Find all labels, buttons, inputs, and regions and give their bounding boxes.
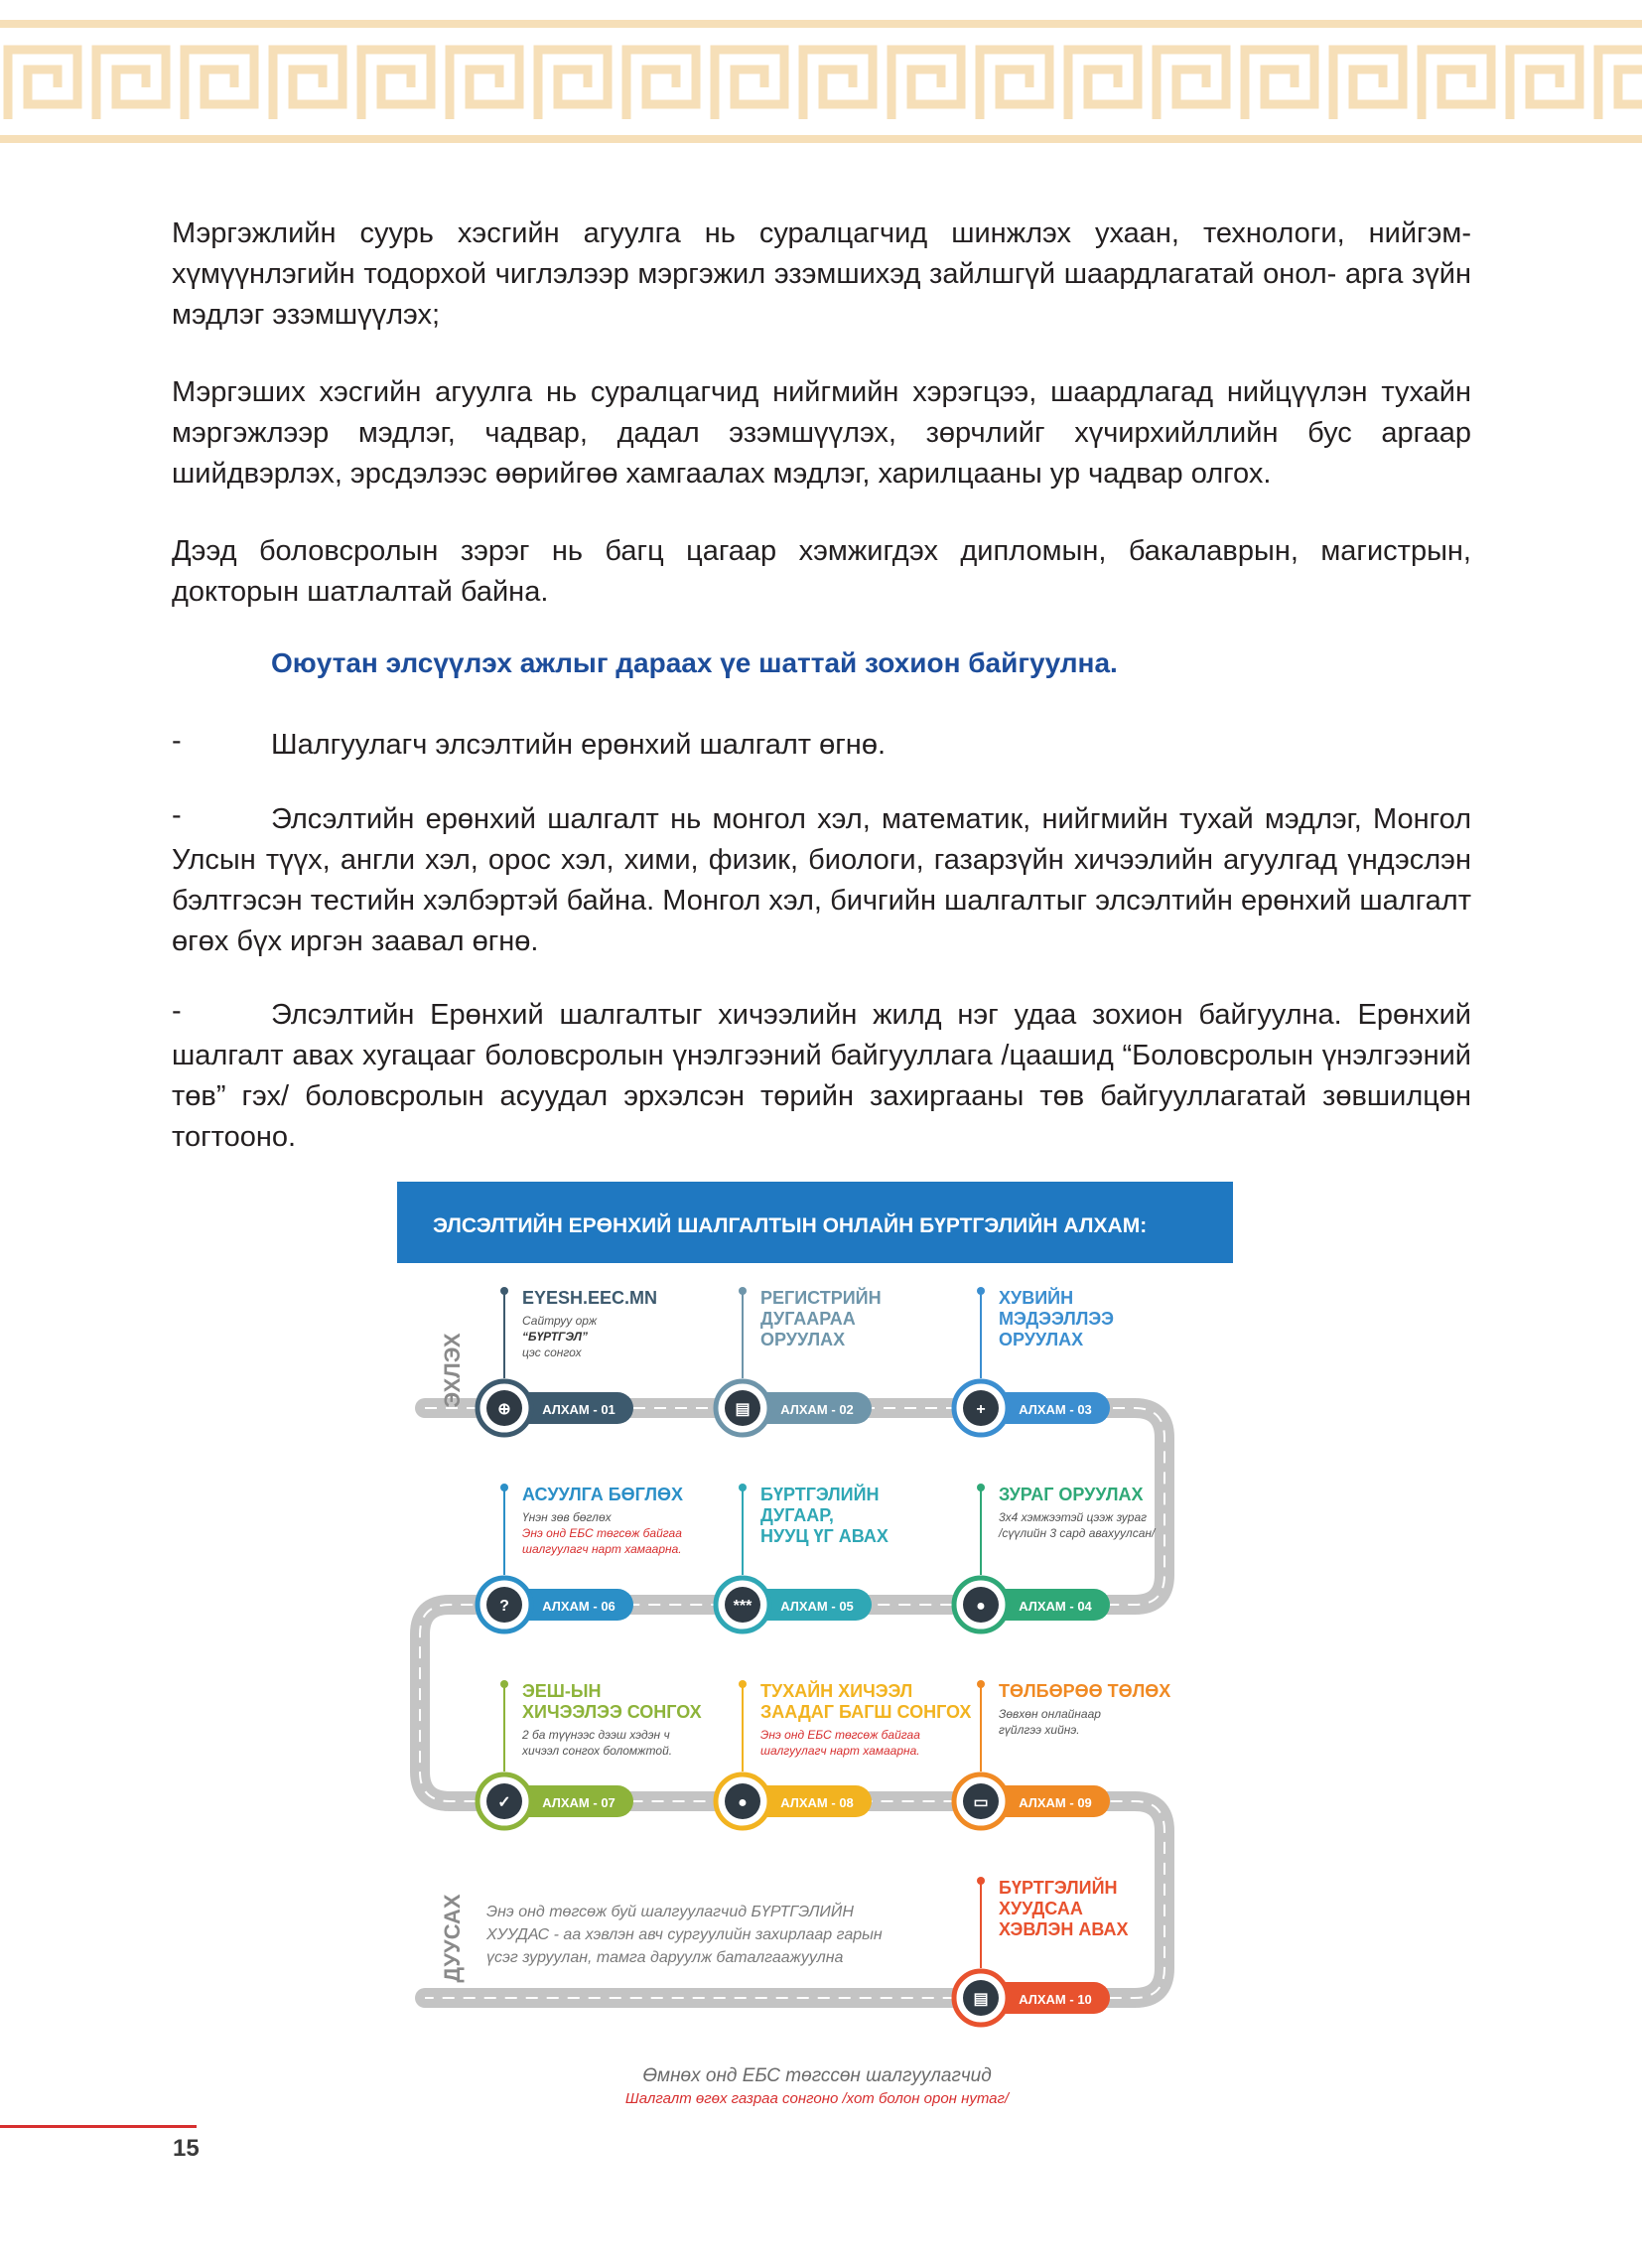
step-heading-line: ОРУУЛАХ — [999, 1330, 1084, 1349]
step-note-line: гүйлгээ хийнэ. — [999, 1723, 1080, 1737]
step-heading-line: НУУЦ ҮГ АВАХ — [760, 1526, 889, 1546]
step-heading-line: ХУУДСАА — [999, 1899, 1083, 1918]
key-pattern-motif — [626, 50, 696, 119]
step-heading-line: ЭЕШ-ЫН — [522, 1681, 602, 1701]
step-1 — [478, 1287, 657, 1435]
question-icon-glyph: ? — [499, 1598, 509, 1615]
teacher-icon-glyph: ● — [738, 1794, 748, 1811]
key-pattern-motif — [96, 50, 166, 119]
key-pattern-border — [0, 0, 1642, 159]
end-note-line: ХУУДАС - аа хэвлэн авч сургуулийн захирлаар гарын — [486, 1926, 883, 1943]
footer-line — [0, 2125, 197, 2128]
step-connector-dot — [500, 1287, 508, 1295]
footnote-red: Шалгалт өгөх газраа сонгоно /хот болон орон нутаг/ — [624, 2090, 1010, 2107]
step-note-line: хичээл сонгох боломжтой. — [522, 1744, 673, 1758]
key-pattern-motif — [1245, 50, 1314, 119]
step-note-line: /сүүлийн 3 сард авахуулсан/ — [999, 1526, 1156, 1540]
start-label: ЭХЛЭХ — [440, 1333, 465, 1408]
step-heading-line: РЕГИСТРИЙН — [760, 1288, 882, 1308]
key-pattern-motif — [1068, 50, 1138, 119]
step-pill-label: АЛХАМ - 08 — [780, 1795, 854, 1810]
key-pattern-motif — [538, 50, 608, 119]
key-pattern-motif — [715, 50, 784, 119]
key-pattern-motif — [803, 50, 873, 119]
step-heading-line: АСУУЛГА БӨГЛӨХ — [522, 1485, 684, 1504]
footnote: Өмнөх онд ЕБС төгссөн шалгуулагчид — [642, 2065, 992, 2086]
step-pill-label: АЛХАМ - 04 — [1019, 1599, 1092, 1614]
step-heading-line: БҮРТГЭЛИЙН — [760, 1485, 880, 1504]
step-pill-label: АЛХАМ - 01 — [542, 1402, 616, 1417]
step-connector-dot — [977, 1680, 985, 1688]
border-stripe — [0, 20, 1642, 28]
step-pill-label: АЛХАМ - 06 — [542, 1599, 616, 1614]
key-pattern-motif — [361, 50, 431, 119]
step-note-line: Зөвхөн онлайнаар — [999, 1707, 1101, 1721]
step-2 — [716, 1287, 882, 1435]
step-pill-label: АЛХАМ - 02 — [780, 1402, 854, 1417]
bullet-marker: - — [172, 725, 182, 757]
infographic-title: ЭЛСЭЛТИЙН ЕРӨНХИЙ ШАЛГАЛТЫН ОНЛАЙН БҮРТГЭЛИЙН АЛХАМ: — [433, 1214, 1148, 1237]
step-heading-line: ЗУРАГ ОРУУЛАХ — [999, 1485, 1144, 1504]
bullet-marker: - — [172, 799, 182, 831]
step-heading-line: ЗААДАГ БАГШ СОНГОХ — [760, 1702, 972, 1722]
document-icon-glyph: ▤ — [973, 1991, 989, 2008]
step-connector-dot — [500, 1484, 508, 1491]
key-pattern-motif — [980, 50, 1049, 119]
step-note-line: Сайтруу орж — [522, 1314, 598, 1328]
globe-icon-glyph: ⊕ — [497, 1401, 511, 1418]
registration-steps-infographic — [395, 1182, 1239, 2125]
end-note — [485, 1902, 883, 1966]
step-connector-dot — [977, 1484, 985, 1491]
key-pattern-motif — [1157, 50, 1226, 119]
key-pattern-motif — [891, 50, 961, 119]
step-note-line: “БҮРТГЭЛ” — [522, 1330, 588, 1344]
checklist-icon-glyph: ✓ — [497, 1794, 511, 1811]
password-icon-glyph: *** — [733, 1598, 753, 1615]
section-heading: Оюутан элсүүлэх ажлыг дараах үе шаттай зохион байгуулна. — [271, 647, 1118, 678]
step-connector-dot — [739, 1287, 747, 1295]
paragraph-2: Мэргэших хэсгийн агуулга нь суралцагчид нийгмийн хэрэгцээ, шаардлагад нийцүүлэн тухайн мэргэжлээр мэдлэг, чадвар, дадал эзэмшүүлэх, зөрчлийг хүчирхийллийн бус аргаар шийдвэрлэх, эрсдэлээс өөрийгөө хамгаалах мэдлэг, харилцааны ур чадвар олгох. — [172, 376, 1471, 490]
step-connector-dot — [500, 1680, 508, 1688]
step-heading-line: БҮРТГЭЛИЙН — [999, 1878, 1118, 1898]
step-connector-dot — [739, 1484, 747, 1491]
bullet-item-1: Шалгуулагч элсэлтийн ерөнхий шалгалт өгнө. — [271, 729, 887, 761]
key-pattern-motif — [450, 50, 519, 119]
step-connector-dot — [739, 1680, 747, 1688]
credit-card-icon-glyph: ▭ — [973, 1794, 989, 1811]
step-note-line: 3х4 хэмжээтэй цээж зураг — [999, 1510, 1148, 1524]
key-pattern-motif — [273, 50, 342, 119]
step-heading-line: ОРУУЛАХ — [760, 1330, 846, 1349]
border-stripe — [0, 135, 1642, 143]
step-note-line: цэс сонгох — [522, 1346, 582, 1359]
step-3 — [954, 1287, 1114, 1435]
step-heading-line: ХИЧЭЭЛЭЭ СОНГОХ — [522, 1702, 702, 1722]
key-pattern-motif — [185, 50, 254, 119]
step-heading-line: МЭДЭЭЛЛЭЭ — [999, 1309, 1114, 1329]
step-10 — [954, 1877, 1128, 2025]
paragraph-3: Дээд боловсролын зэрэг нь багц цагаар хэмжигдэх дипломын, бакалаврын, магистрын, докторын шатлалтай байна. — [172, 535, 1471, 608]
step-note-line: Үнэн зөв бөглөх — [522, 1510, 612, 1524]
key-pattern-motif — [1333, 50, 1403, 119]
step-pill-label: АЛХАМ - 05 — [780, 1599, 854, 1614]
step-heading-line: ДУГААРАА — [760, 1309, 856, 1329]
end-label: ДУУСАХ — [440, 1894, 465, 1983]
step-connector-dot — [977, 1287, 985, 1295]
step-connector-dot — [977, 1877, 985, 1885]
step-heading-line: ТУХАЙН ХИЧЭЭЛ — [760, 1681, 913, 1701]
step-pill-label: АЛХАМ - 07 — [542, 1795, 616, 1810]
bullet-item-2: Элсэлтийн ерөнхий шалгалт нь монгол хэл, математик, нийгмийн тухай мэдлэг, Монгол Улсын түүх, англи хэл, орос хэл, хими, физик, биологи, газарзүйн хичээлийн агуулгад үндэслэн бэлтгэсэн тестийн хэлбэртэй байна. Монгол хэл, бичгийн шалгалтыг элсэлтийн ерөнхий шалгалт өгөх бүх иргэн заавал өгнө. — [172, 803, 1471, 957]
step-heading-line: ХУВИЙН — [999, 1288, 1074, 1308]
key-pattern-motif — [8, 50, 77, 119]
step-heading-line: EYESH.EEC.MN — [522, 1288, 658, 1308]
bullet-marker: - — [172, 995, 182, 1027]
step-heading-line: ТӨЛБӨРӨӨ ТӨЛӨХ — [999, 1681, 1171, 1701]
step-5 — [716, 1484, 889, 1631]
step-pill-label: АЛХАМ - 10 — [1019, 1992, 1092, 2007]
step-note-line: шалгуулагч нарт хамаарна. — [522, 1542, 682, 1556]
step-heading-line: ХЭВЛЭН АВАХ — [999, 1919, 1129, 1939]
bullet-item-3: Элсэлтийн Ерөнхий шалгалтыг хичээлийн жилд нэг удаа зохион байгуулна. Ерөнхий шалгалт авах хугацааг боловсролын үнэлгээний байгууллага /цаашид “Боловсролын үнэлгээний төв” гэх/ боловсролын асуудал эрхэлсэн төрийн захиргааны төв байгууллагатай зөвшилцөн тогтооно. — [172, 999, 1471, 1153]
step-note-line: 2 ба түүнээс дээш хэдэн ч — [522, 1728, 670, 1742]
key-pattern-motif — [1510, 50, 1579, 119]
end-note-line: Энэ онд төгсөж буй шалгуулагчид БҮРТГЭЛИЙН — [486, 1904, 854, 1920]
key-pattern-motif — [1598, 50, 1642, 119]
add-user-icon-glyph: + — [976, 1401, 986, 1418]
step-pill-label: АЛХАМ - 03 — [1019, 1402, 1092, 1417]
step-note-line: шалгуулагч нарт хамаарна. — [760, 1744, 920, 1758]
step-note-line: Энэ онд ЕБС төгсөж байгаа — [522, 1526, 682, 1540]
step-heading-line: ДУГААР, — [760, 1505, 834, 1525]
step-note-line: Энэ онд ЕБС төгсөж байгаа — [760, 1728, 920, 1742]
end-note-line: үсэг зуруулан, тамга даруулж баталгаажуулна — [486, 1949, 844, 1966]
key-pattern-motif — [1422, 50, 1491, 119]
id-card-icon-glyph: ▤ — [735, 1401, 751, 1418]
paragraph-1: Мэргэжлийн суурь хэсгийн агуулга нь суралцагчид шинжлэх ухаан, технологи, нийгэм-хүмүүнлэгийн тодорхой чиглэлээр мэргэжил эзэмшихэд зайлшгүй шаардлагатай онол- арга зүйн мэдлэг эзэмшүүлэх; — [172, 217, 1471, 331]
page-number: 15 — [173, 2135, 200, 2162]
person-icon-glyph: ● — [976, 1598, 986, 1615]
step-pill-label: АЛХАМ - 09 — [1019, 1795, 1092, 1810]
